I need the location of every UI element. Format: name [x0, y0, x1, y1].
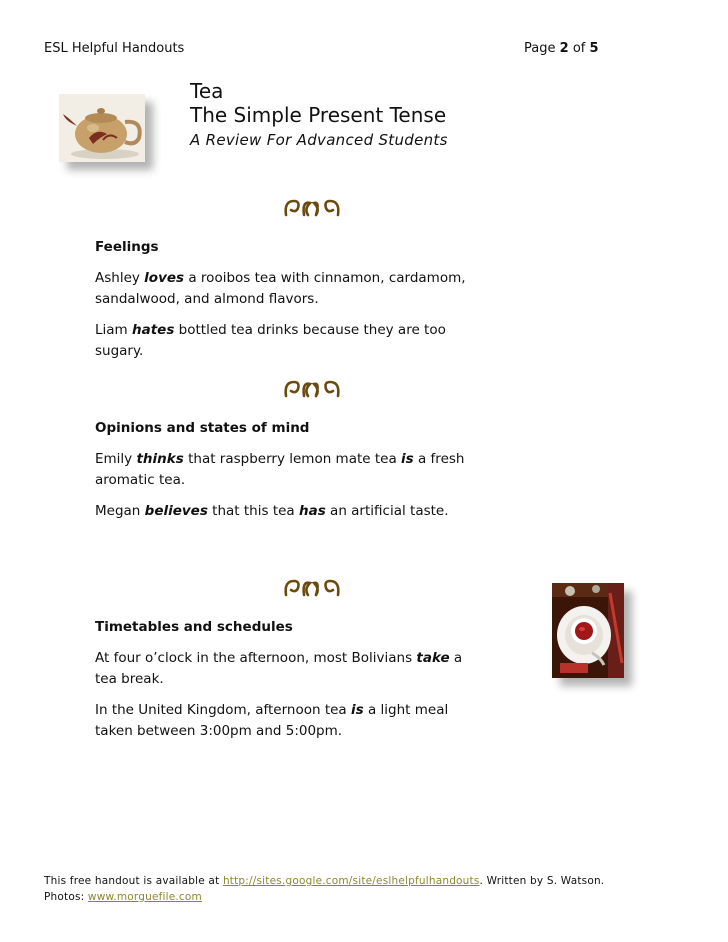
- example-sentence: In the United Kingdom, afternoon tea is a light meal taken between 3:00pm and 5:00pm.: [95, 702, 449, 739]
- morguefile-link[interactable]: www.morguefile.com: [87, 891, 202, 903]
- section-feelings: [95, 237, 480, 372]
- verb: believes: [144, 503, 208, 519]
- section-heading: Timetables and schedules: [95, 619, 293, 635]
- verb: take: [416, 650, 450, 666]
- verb: has: [298, 503, 326, 519]
- fleuron-ornament-icon: [282, 575, 342, 599]
- header-title: ESL Helpful Handouts: [44, 41, 185, 56]
- section-heading: Opinions and states of mind: [95, 420, 310, 436]
- verb: hates: [132, 322, 175, 338]
- verb: is: [351, 702, 364, 718]
- section-opinions: [95, 418, 480, 532]
- page-number: 2: [559, 41, 569, 56]
- section-heading: Feelings: [95, 239, 159, 255]
- teapot-icon: [59, 94, 145, 162]
- page-word: Page: [524, 41, 556, 56]
- footer-photos: Photos: www.morguefile.com: [44, 891, 202, 903]
- example-sentence: Emily thinks that raspberry lemon mate tea is a fresh aromatic tea.: [95, 451, 465, 488]
- footer-availability: This free handout is available at http://sites.google.com/site/eslhelpfulhandouts. Written by S. Watson.: [44, 875, 605, 887]
- fleuron-ornament-icon: [282, 376, 342, 400]
- page-subtitle: The Simple Present Tense: [190, 103, 447, 127]
- section-timetables: [95, 617, 480, 752]
- example-sentence: Megan believes that this tea has an artificial taste.: [95, 503, 449, 519]
- example-sentence: Ashley loves a rooibos tea with cinnamon, cardamom, sandalwood, and almond flavors.: [95, 270, 466, 307]
- verb: thinks: [136, 451, 184, 467]
- verb: is: [401, 451, 414, 467]
- verb: loves: [144, 270, 185, 286]
- page-total: 5: [589, 41, 599, 56]
- page-tagline: A Review For Advanced Students: [190, 131, 448, 149]
- example-sentence: At four o’clock in the afternoon, most Bolivians take a tea break.: [95, 650, 463, 687]
- site-link[interactable]: http://sites.google.com/site/eslhelpfulhandouts: [222, 875, 480, 887]
- page-title: Tea: [190, 79, 224, 103]
- teacup-photo: [552, 583, 624, 678]
- teacup-icon: [552, 583, 624, 678]
- page-indicator: [524, 41, 599, 56]
- title-block: [190, 79, 448, 151]
- of-word: of: [572, 41, 586, 56]
- example-sentence: Liam hates bottled tea drinks because they are too sugary.: [95, 322, 446, 359]
- fleuron-ornament-icon: [282, 195, 342, 219]
- footer: [44, 873, 604, 905]
- teapot-photo: [59, 94, 145, 162]
